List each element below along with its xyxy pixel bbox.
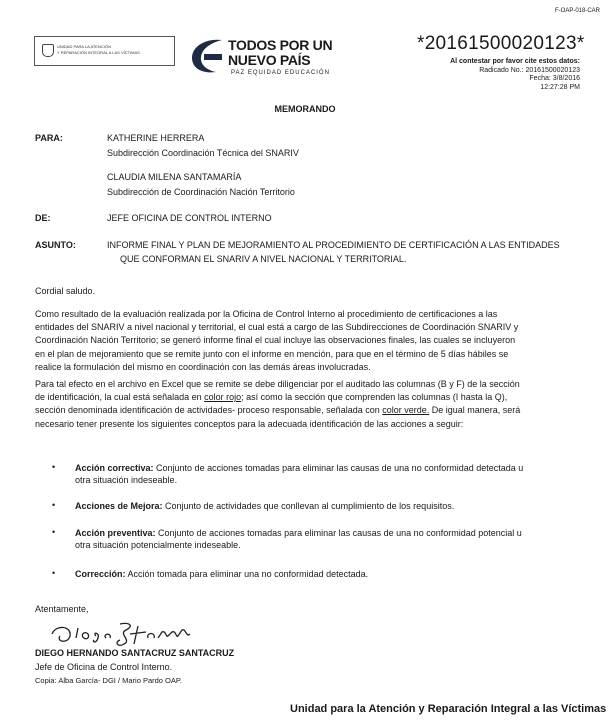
brand-line2: NUEVO PAÍS: [228, 52, 311, 68]
bullet-dot: •: [52, 500, 56, 510]
bullet-item: [75, 527, 575, 551]
color-rojo-text: color rojo: [204, 392, 242, 403]
radicado-info: [450, 58, 580, 92]
hora-line: 12:27:28 PM: [540, 83, 580, 91]
p1-line: realice la formulación del mismo en coordinación con las demás áreas involucradas.: [35, 361, 371, 372]
recipient2-title: Subdirección de Coordinación Nación Territorio: [107, 187, 295, 197]
bullet-item: [75, 568, 575, 580]
para-label: PARA:: [35, 133, 63, 143]
bullet-term: Acción correctiva:: [75, 463, 154, 473]
p1-line: Como resultado de la evaluación realizada por la Oficina de Control Interno al procedimiento de certificaciones a las: [35, 309, 498, 319]
copy-line: Copia: Alba García- DGI / Mario Pardo OAP.: [35, 676, 183, 685]
bullet-text: Conjunto de acciones tomadas para eliminar las causas de una no conformidad potencial u: [155, 528, 522, 538]
radicado-number: *20161500020123*: [417, 33, 585, 54]
bullet-term: Corrección:: [75, 569, 126, 579]
bullet-term: Acciones de Mejora:: [75, 501, 163, 511]
signer-name: DIEGO HERNANDO SANTACRUZ SANTACRUZ: [35, 648, 235, 658]
brand-swoosh-icon: [188, 36, 226, 76]
p1-line: Coordinación Nación Territorio; se generó informe final el cual incluye las observaciones finales, las cuales se incluyeron: [35, 335, 516, 346]
de-value: JEFE OFICINA DE CONTROL INTERNO: [107, 213, 272, 223]
unit-logo-line1: UNIDAD PARA LA ATENCIÓN: [57, 44, 111, 49]
bullet-dot: •: [52, 462, 56, 472]
recipient2-name: CLAUDIA MILENA SANTAMARÍA: [107, 172, 242, 182]
unit-logo-line2: Y REPARACIÓN INTEGRAL A LAS VÍCTIMAS: [57, 50, 140, 55]
recipient1-title: Subdirección Coordinación Técnica del SNARIV: [107, 148, 299, 158]
radicado-line: Radicado No.: 20161500020123: [479, 66, 580, 74]
p2-text: ; así como la sección que comprenden las columnas (I hasta la Q),: [241, 392, 508, 403]
bullet-item: [75, 500, 575, 512]
recipient1-name: KATHERINE HERRERA: [107, 133, 205, 143]
paragraph-2: [35, 378, 579, 431]
p2-line: [35, 404, 579, 417]
p2-text: De igual manera, será: [429, 405, 521, 416]
p2-line: necesario tener presente los siguientes conceptos para la adecuada identificación de las acciones a seguir:: [35, 418, 464, 429]
bullet-text: otra situación indeseable.: [75, 475, 178, 485]
asunto-label: ASUNTO:: [35, 240, 76, 250]
asunto-line2: QUE CONFORMAN EL SNARIV A NIVEL NACIONAL Y TERRITORIAL.: [120, 254, 407, 264]
bullet-item: [75, 462, 575, 486]
bullet-text: Conjunto de acciones tomadas para eliminar las causas de una no conformidad detectada u: [153, 463, 524, 473]
coat-of-arms-icon: [42, 44, 54, 57]
p1-line: entidades del SNARIV a nivel nacional y territorial, el cual está a cargo de las Subdirecciones de Coordinación SNARIV y: [35, 322, 519, 333]
p1-line: en el plan de mejoramiento que se remite junto con el informe en mención, para que en el término de 5 días hábiles se: [35, 348, 509, 359]
footer: Unidad para la Atención y Reparación Integral a las Víctimas: [290, 703, 607, 715]
brand-tagline: PAZ EQUIDAD EDUCACIÓN: [231, 70, 330, 76]
p2-line: [35, 391, 579, 404]
memo-title: MEMORANDO: [274, 104, 336, 114]
closing: Atentamente,: [35, 604, 89, 614]
color-verde-text: color verde.: [382, 405, 430, 416]
bullet-text: Acción tomada para eliminar una no conformidad detectada.: [125, 569, 369, 579]
bullet-dot: •: [52, 527, 56, 537]
signer-title: Jefe de Oficina de Control Interno.: [35, 662, 173, 672]
p2-line: Para tal efecto en el archivo en Excel que se remite se debe diligenciar por el auditado las columnas (B y F) de la sección: [35, 379, 520, 389]
p2-text: de identificación, la cual está señalada en: [35, 392, 205, 403]
form-code: F-OAP-018-CAR: [554, 8, 600, 14]
fecha-line: Fecha: 3/8/2016: [529, 75, 580, 83]
brand-line1: TODOS POR UN: [228, 37, 333, 53]
bullet-term: Acción preventiva:: [75, 528, 156, 538]
p2-text: sección denominada identificación de actividades- proceso responsable, señalada con: [35, 405, 383, 416]
paragraph-1: [35, 308, 579, 374]
asunto-line1: INFORME FINAL Y PLAN DE MEJORAMIENTO AL PROCEDIMIENTO DE CERTIFICACIÓN A LAS ENTIDADES: [107, 240, 560, 250]
bullet-text: otra situación potencialmente indeseable.: [75, 540, 241, 550]
unit-logo: [34, 36, 175, 66]
reply-note: Al contestar por favor cite estos datos:: [450, 58, 580, 65]
greeting: Cordial saludo.: [35, 286, 96, 296]
bullet-dot: •: [52, 568, 56, 578]
bullet-text: Conjunto de actividades que conllevan al cumplimiento de los requisitos.: [162, 501, 455, 511]
de-label: DE:: [35, 213, 51, 223]
